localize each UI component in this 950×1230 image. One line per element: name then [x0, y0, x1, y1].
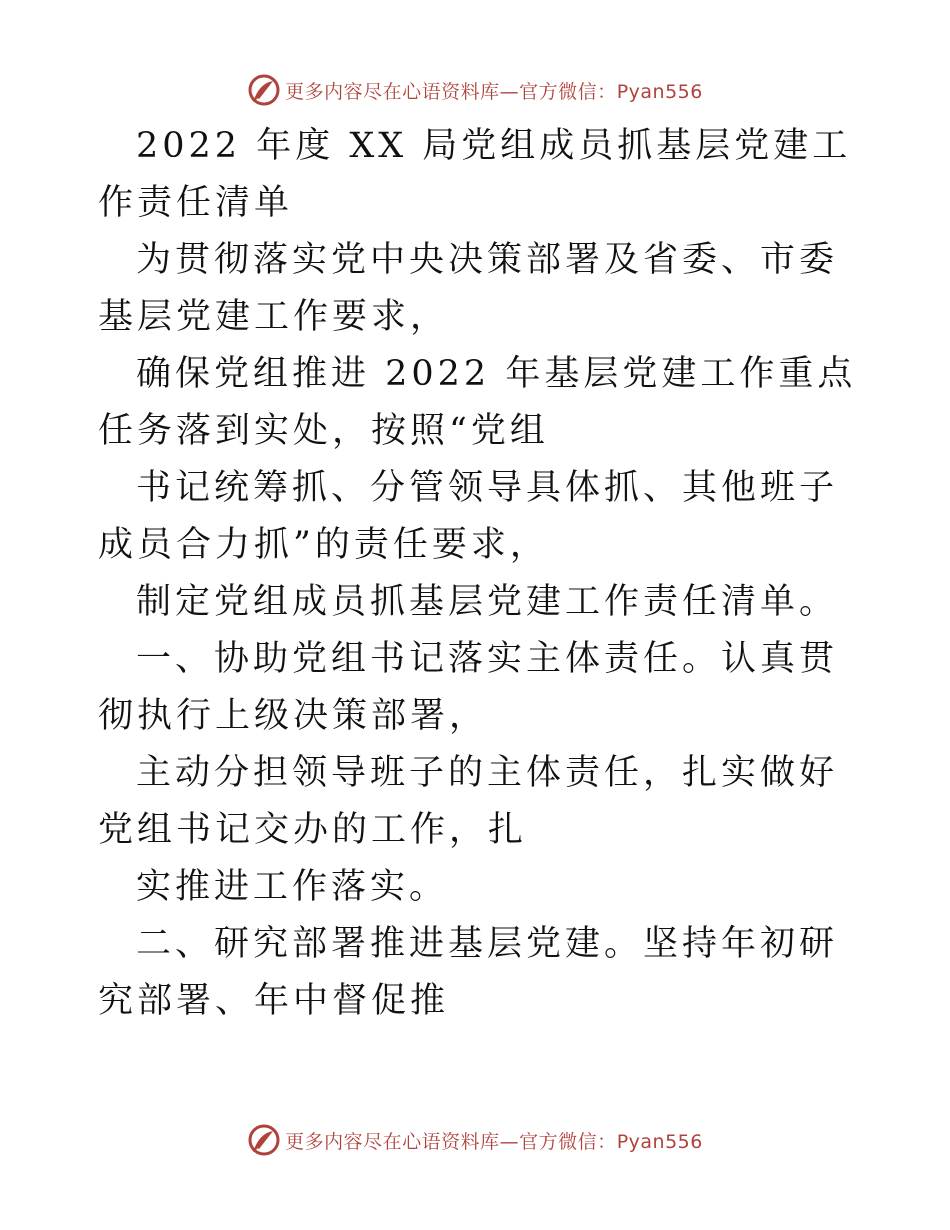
document-title: 2022 年度 XX 局党组成员抓基层党建工作责任清单 [98, 126, 852, 223]
paragraph: 二、研究部署推进基层党建。坚持年初研究部署、年中督促推 [98, 924, 839, 1021]
paragraph: 书记统筹抓、分管领导具体抓、其他班子成员合力抓”的责任要求， [98, 468, 839, 565]
header-banner-wechat-id: Pyan556 [616, 80, 703, 103]
header-banner-dash: — [499, 80, 520, 103]
paragraph: 实推进工作落实。 [136, 867, 449, 907]
paragraph: 主动分担领导班子的主体责任，扎实做好党组书记交办的工作，扎 [98, 753, 839, 850]
header-banner-title: 更多内容尽在心语资料库 [285, 80, 500, 103]
document-body [98, 118, 858, 1030]
paragraph: 一、协助党组书记落实主体责任。认真贯彻执行上级决策部署， [98, 639, 839, 736]
footer-banner-wechat-id: Pyan556 [616, 1130, 703, 1153]
footer-banner-wechat-label: 官方微信： [519, 1130, 617, 1153]
footer-banner [0, 1120, 950, 1160]
header-banner-text [285, 77, 703, 104]
pen-swirl-logo-icon [247, 73, 281, 107]
header-banner-wechat-label: 官方微信： [519, 80, 617, 103]
pen-swirl-logo-icon [247, 1123, 281, 1157]
footer-banner-title: 更多内容尽在心语资料库 [285, 1130, 500, 1153]
header-banner [0, 70, 950, 110]
paragraph: 制定党组成员抓基层党建工作责任清单。 [136, 582, 839, 622]
footer-banner-text [285, 1127, 703, 1154]
paragraph: 为贯彻落实党中央决策部署及省委、市委基层党建工作要求， [98, 240, 839, 337]
paragraph: 确保党组推进 2022 年基层党建工作重点任务落到实处，按照“党组 [98, 354, 857, 451]
footer-banner-dash: — [499, 1130, 520, 1153]
